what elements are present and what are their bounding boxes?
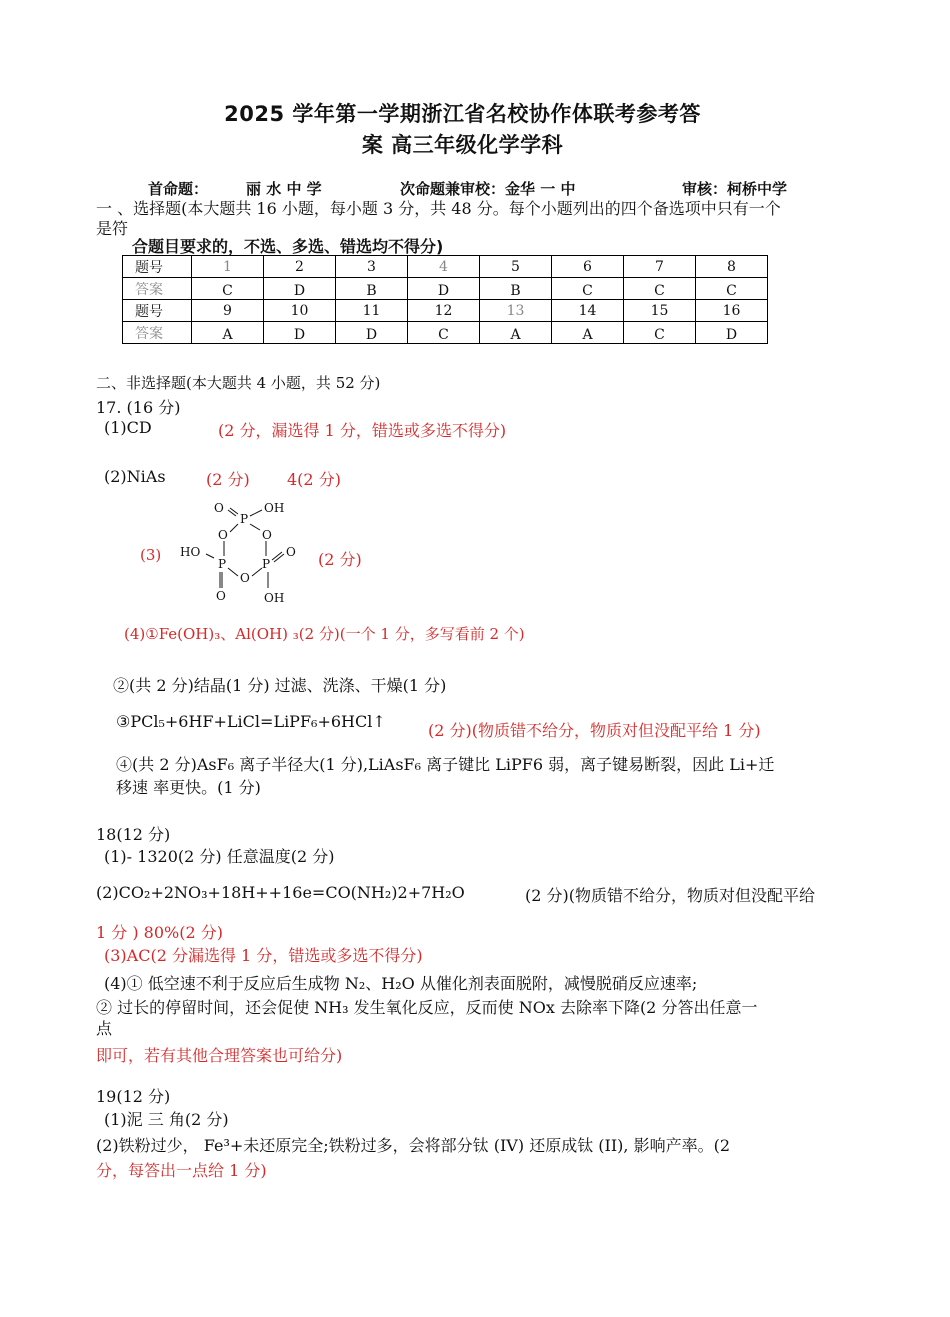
q17-p1-note: (2 分，漏选得 1 分，错选或多选不得分) (218, 421, 507, 440)
q18-p4-line1: (4)① 低空速不利于反应后生成物 N₂、H₂O 从催化剂表面脱附，减慢脱硝反应速率; (104, 974, 698, 993)
q17-heading: 17. (16 分) (96, 398, 181, 417)
answer-table (122, 255, 768, 344)
section1-intro-1: 一 、选择题(本大题共 16 小题，每小题 3 分，共 48 分。每个小题列出的四个备选项中只有一个 (96, 199, 781, 218)
table-cell: 12 (408, 300, 480, 322)
table-row (123, 278, 768, 300)
table-cell: B (336, 278, 408, 300)
author-second: 次命题兼审校：金华 一 中 (400, 180, 576, 198)
author-review: 审核：柯桥中学 (682, 180, 788, 198)
table-cell: 13 (480, 300, 552, 322)
q17-p2-note1: (2 分) (206, 470, 250, 489)
table-cell: 3 (336, 256, 408, 278)
section1-intro-3: 合题目要求的，不选、多选、错选均不得分) (132, 237, 444, 256)
table-cell: A (480, 322, 552, 344)
table-cell: D (696, 322, 768, 344)
table-header-cell: 答案 (123, 322, 192, 344)
q18-p4-line4: 即可，若有其他合理答案也可给分) (96, 1046, 343, 1065)
table-cell: 10 (264, 300, 336, 322)
q18-p2-note: (2 分)(物质错不给分，物质对但没配平给 (525, 886, 815, 905)
table-header-cell: 题号 (123, 300, 192, 322)
doc-title-line2: 案 高三年级化学学科 (361, 133, 564, 157)
q17-p4-line: (4)①Fe(OH)₃、Al(OH) ₃(2 分)(一个 1 分，多写看前 2 个) (124, 625, 525, 643)
struct-atom-ho: HO (180, 545, 201, 559)
table-cell: 7 (624, 256, 696, 278)
q17-p4-4-line2: 移速 率更快。(1 分) (116, 778, 261, 797)
table-cell: B (480, 278, 552, 300)
q17-p4-2: ②(共 2 分)结晶(1 分) 过滤、洗涤、干燥(1 分) (113, 676, 447, 695)
q17-p4-3-note: (2 分)(物质错不给分，物质对但没配平给 1 分) (428, 721, 761, 740)
table-cell: C (552, 278, 624, 300)
q17-p1-answer: (1)CD (104, 418, 152, 437)
q17-p3-label: (3) (140, 546, 162, 564)
table-cell: 1 (192, 256, 264, 278)
struct-atom-oh: OH (264, 591, 285, 605)
table-row (123, 322, 768, 344)
struct-atom-o: O (286, 545, 296, 559)
table-cell: 8 (696, 256, 768, 278)
table-row (123, 256, 768, 278)
section2-intro: 二、非选择题(本大题共 4 小题，共 52 分) (96, 374, 381, 392)
q19-p1: (1)泥 三 角(2 分) (104, 1110, 229, 1129)
table-cell: C (624, 322, 696, 344)
table-cell: 6 (552, 256, 624, 278)
table-cell: 4 (408, 256, 480, 278)
q18-p3: (3)AC(2 分漏选得 1 分，错选或多选不得分) (104, 946, 423, 965)
struct-atom-o: O (214, 501, 224, 515)
table-cell: D (264, 278, 336, 300)
q18-p2-note2: 1 分 ) 80%(2 分) (96, 923, 223, 942)
table-cell: 5 (480, 256, 552, 278)
q17-p3-note: (2 分) (318, 550, 362, 569)
table-cell: C (624, 278, 696, 300)
table-cell: C (192, 278, 264, 300)
struct-atom-o: O (240, 571, 250, 585)
q17-p2-answer: (2)NiAs (104, 467, 166, 486)
table-cell: C (408, 322, 480, 344)
table-cell: 14 (552, 300, 624, 322)
q18-heading: 18(12 分) (96, 825, 171, 844)
table-header-cell: 答案 (123, 278, 192, 300)
struct-atom-p: P (240, 512, 249, 526)
q19-p2-line1: (2)铁粉过少， Fe³+未还原完全;铁粉过多，会将部分钛 (IV) 还原成钛 (II), 影响产率。(2 (96, 1136, 730, 1155)
table-cell: 16 (696, 300, 768, 322)
q17-p2-note2: 4(2 分) (287, 470, 341, 489)
table-cell: 11 (336, 300, 408, 322)
q19-p2-line2: 分，每答出一点给 1 分) (96, 1161, 267, 1180)
q19-heading: 19(12 分) (96, 1087, 171, 1106)
struct-atom-o: O (262, 528, 272, 542)
q18-p1: (1)- 1320(2 分) 任意温度(2 分) (104, 847, 335, 866)
q18-p4-line3: 点 (96, 1019, 113, 1038)
q18-p2-equation: (2)CO₂+2NO₃+18H++16e=CO(NH₂)2+7H₂O (96, 883, 465, 902)
table-cell: D (408, 278, 480, 300)
table-cell: 9 (192, 300, 264, 322)
struct-atom-p: P (262, 557, 271, 571)
table-row (123, 300, 768, 322)
author-first-school: 丽 水 中 学 (246, 180, 322, 198)
struct-atom-o: O (216, 589, 226, 603)
author-first: 首命题： (148, 180, 209, 198)
q17-p4-3-equation: ③PCl₅+6HF+LiCl=LiPF₆+6HCl↑ (116, 712, 386, 731)
table-cell: A (552, 322, 624, 344)
q18-p4-line2: ② 过长的停留时间，还会促使 NH₃ 发生氧化反应，反而使 NOx 去除率下降(2 分答出任意一 (96, 998, 758, 1017)
table-cell: C (696, 278, 768, 300)
struct-atom-p: P (218, 557, 227, 571)
doc-title-line1: 2025 学年第一学期浙江省名校协作体联考参考答 (224, 102, 701, 126)
table-cell: 15 (624, 300, 696, 322)
struct-atom-o: O (218, 528, 228, 542)
section1-intro-2: 是符 (96, 219, 129, 238)
table-cell: D (336, 322, 408, 344)
table-header-cell: 题号 (123, 256, 192, 278)
q17-p4-4-line1: ④(共 2 分)AsF₆ 离子半径大(1 分),LiAsF₆ 离子键比 LiPF6 弱，离子键易断裂，因此 Li+迁 (116, 755, 775, 774)
struct-atom-oh: OH (264, 501, 285, 515)
table-cell: D (264, 322, 336, 344)
table-cell: A (192, 322, 264, 344)
table-cell: 2 (264, 256, 336, 278)
phosphate-ring-structure (176, 494, 316, 606)
